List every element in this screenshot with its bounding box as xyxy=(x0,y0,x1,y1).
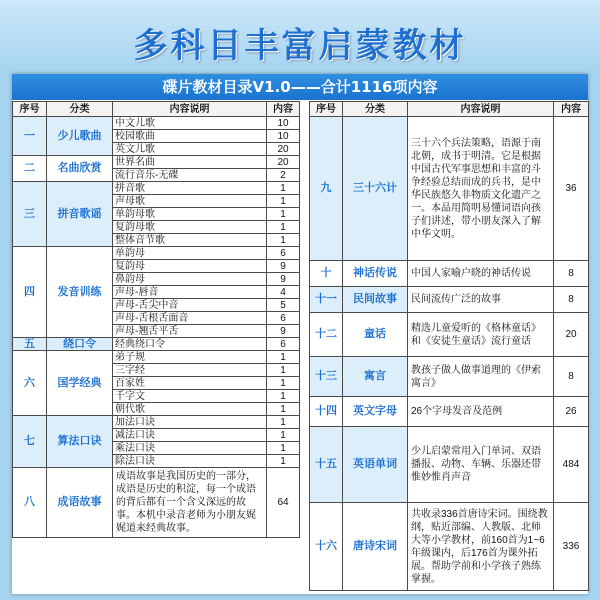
right-table-header-row xyxy=(310,102,589,117)
item-count: 9 xyxy=(267,260,300,273)
table-row xyxy=(13,338,300,351)
item-description: 鼻韵母 xyxy=(113,273,267,286)
column-header-index: 序号 xyxy=(310,102,343,117)
item-description: 教孩子做人做事道理的《伊索寓言》 xyxy=(408,357,554,397)
item-count: 9 xyxy=(267,325,300,338)
item-count: 1 xyxy=(267,455,300,468)
item-count: 20 xyxy=(554,313,589,357)
column-header-index: 序号 xyxy=(13,102,47,117)
section-number: 九 xyxy=(310,117,343,261)
section-number: 十二 xyxy=(310,313,343,357)
item-description: 复韵母 xyxy=(113,260,267,273)
column-header-description: 内容说明 xyxy=(408,102,554,117)
item-description: 三十六个兵法策略，语源于南北朝，成书于明清。它是根据中国古代军事思想和丰富的斗争经验总结而成的兵书，是中华民族悠久非物质文化遗产之一。本品用简明易懂词语向孩子们讲述，带小朋友深入了解中华文明。 xyxy=(408,117,554,261)
section-number: 三 xyxy=(13,182,47,247)
section-category: 英语单词 xyxy=(343,427,408,503)
table-row xyxy=(310,357,589,397)
item-description: 加法口诀 xyxy=(113,416,267,429)
item-description: 声母歌 xyxy=(113,195,267,208)
item-count: 1 xyxy=(267,429,300,442)
item-count: 64 xyxy=(267,468,300,538)
item-description: 乘法口诀 xyxy=(113,442,267,455)
item-description: 少儿启蒙常用入门单词、双语播报、动物、车辆、乐器还带惟妙惟肖声音 xyxy=(408,427,554,503)
item-description: 整体音节歌 xyxy=(113,234,267,247)
item-description: 中文儿歌 xyxy=(113,117,267,130)
title-banner xyxy=(0,0,600,70)
item-count: 20 xyxy=(267,156,300,169)
item-count: 1 xyxy=(267,442,300,455)
item-count: 36 xyxy=(554,117,589,261)
item-description: 百家姓 xyxy=(113,377,267,390)
item-count: 1 xyxy=(267,416,300,429)
section-category: 三十六计 xyxy=(343,117,408,261)
section-number: 四 xyxy=(13,247,47,338)
item-description: 减法口诀 xyxy=(113,429,267,442)
section-number: 十 xyxy=(310,261,343,287)
catalog-header: 碟片教材目录V1.0——合计1116项内容 xyxy=(12,74,588,100)
section-number: 十三 xyxy=(310,357,343,397)
table-row xyxy=(13,156,300,169)
item-description: 校园歌曲 xyxy=(113,130,267,143)
item-description: 声母-舌根舌面音 xyxy=(113,312,267,325)
table-row xyxy=(13,182,300,195)
item-description: 精选儿童爱听的《格林童话》和《安徒生童话》流行童话 xyxy=(408,313,554,357)
section-number: 十五 xyxy=(310,427,343,503)
section-category: 民间故事 xyxy=(343,287,408,313)
item-description: 单韵母歌 xyxy=(113,208,267,221)
section-category: 发音训练 xyxy=(47,247,113,338)
item-count: 9 xyxy=(267,273,300,286)
item-description: 成语故事是我国历史的一部分，成语是历史的积淀，每一个成语的背后都有一个含义深远的故事。本机中录音老师为小朋友娓娓道来经典故事。 xyxy=(113,468,267,538)
item-description: 经典绕口令 xyxy=(113,338,267,351)
section-category: 寓言 xyxy=(343,357,408,397)
item-description: 26个字母发音及范例 xyxy=(408,397,554,427)
item-description: 声母-舌尖中音 xyxy=(113,299,267,312)
table-row xyxy=(310,313,589,357)
section-category: 算法口诀 xyxy=(47,416,113,468)
section-category: 拼音歌谣 xyxy=(47,182,113,247)
item-count: 8 xyxy=(554,357,589,397)
table-row xyxy=(310,261,589,287)
item-count: 1 xyxy=(267,364,300,377)
section-category: 神话传说 xyxy=(343,261,408,287)
item-description: 单韵母 xyxy=(113,247,267,260)
item-count: 20 xyxy=(267,143,300,156)
item-description: 共收录336首唐诗宋词。围绕教纲，贴近部编、人教版、北师大等小学教材，前160首为1~6年级课内，后176首为课外拓展。帮助学前和小学孩子熟练掌握。 xyxy=(408,503,554,591)
table-row xyxy=(310,287,589,313)
item-count: 1 xyxy=(267,377,300,390)
item-description: 朝代歌 xyxy=(113,403,267,416)
main-title: 多科目丰富启蒙教材 xyxy=(133,26,467,66)
section-category: 唐诗宋词 xyxy=(343,503,408,591)
item-count: 8 xyxy=(554,287,589,313)
column-header-count: 内容 xyxy=(267,102,300,117)
item-count: 4 xyxy=(267,286,300,299)
item-count: 484 xyxy=(554,427,589,503)
item-description: 三字经 xyxy=(113,364,267,377)
item-count: 1 xyxy=(267,351,300,364)
table-row xyxy=(310,397,589,427)
table-row xyxy=(13,117,300,130)
item-count: 1 xyxy=(267,234,300,247)
item-description: 世界名曲 xyxy=(113,156,267,169)
table-row xyxy=(13,351,300,364)
item-count: 1 xyxy=(267,221,300,234)
section-category: 国学经典 xyxy=(47,351,113,416)
item-count: 1 xyxy=(267,182,300,195)
item-description: 民间流传广泛的故事 xyxy=(408,287,554,313)
item-count: 2 xyxy=(267,169,300,182)
table-row xyxy=(13,468,300,538)
section-category: 英文字母 xyxy=(343,397,408,427)
section-number: 六 xyxy=(13,351,47,416)
item-count: 10 xyxy=(267,117,300,130)
section-category: 绕口令 xyxy=(47,338,113,351)
item-description: 声母-唇音 xyxy=(113,286,267,299)
item-description: 弟子规 xyxy=(113,351,267,364)
column-header-category: 分类 xyxy=(47,102,113,117)
item-description: 复韵母歌 xyxy=(113,221,267,234)
item-description: 除法口诀 xyxy=(113,455,267,468)
item-count: 1 xyxy=(267,403,300,416)
section-number: 五 xyxy=(13,338,47,351)
item-count: 26 xyxy=(554,397,589,427)
column-header-description: 内容说明 xyxy=(113,102,267,117)
right-catalog-table xyxy=(309,101,589,591)
item-description: 英文儿歌 xyxy=(113,143,267,156)
item-count: 6 xyxy=(267,338,300,351)
section-number: 七 xyxy=(13,416,47,468)
section-number: 十四 xyxy=(310,397,343,427)
column-header-category: 分类 xyxy=(343,102,408,117)
item-count: 10 xyxy=(267,130,300,143)
table-row xyxy=(310,503,589,591)
left-table-header-row xyxy=(13,102,300,117)
section-category: 成语故事 xyxy=(47,468,113,538)
section-number: 八 xyxy=(13,468,47,538)
section-number: 十六 xyxy=(310,503,343,591)
item-description: 中国人家喻户晓的神话传说 xyxy=(408,261,554,287)
item-count: 5 xyxy=(267,299,300,312)
section-number: 十一 xyxy=(310,287,343,313)
table-row xyxy=(310,427,589,503)
column-header-count: 内容 xyxy=(554,102,589,117)
item-count: 6 xyxy=(267,247,300,260)
item-description: 声母-翘舌平舌 xyxy=(113,325,267,338)
item-count: 8 xyxy=(554,261,589,287)
catalog-sheet xyxy=(12,74,588,594)
section-number: 二 xyxy=(13,156,47,182)
table-row xyxy=(310,117,589,261)
item-count: 1 xyxy=(267,208,300,221)
section-category: 少儿歌曲 xyxy=(47,117,113,156)
table-row xyxy=(13,416,300,429)
section-category: 童话 xyxy=(343,313,408,357)
item-count: 1 xyxy=(267,390,300,403)
item-description: 拼音歌 xyxy=(113,182,267,195)
item-description: 流行音乐-无碟 xyxy=(113,169,267,182)
left-catalog-table xyxy=(12,101,300,538)
item-count: 1 xyxy=(267,195,300,208)
table-row xyxy=(13,247,300,260)
item-count: 336 xyxy=(554,503,589,591)
item-description: 千字文 xyxy=(113,390,267,403)
section-number: 一 xyxy=(13,117,47,156)
section-category: 名曲欣赏 xyxy=(47,156,113,182)
item-count: 6 xyxy=(267,312,300,325)
